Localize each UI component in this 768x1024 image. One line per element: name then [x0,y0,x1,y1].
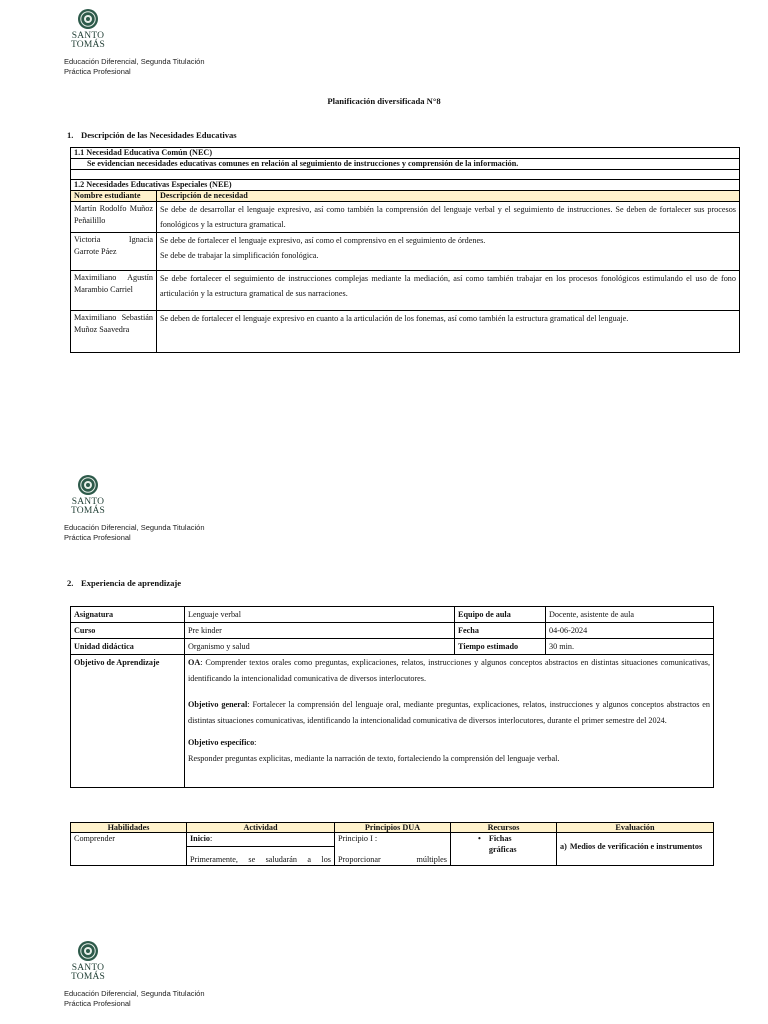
nee-heading-row: 1.2 Necesidades Educativas Especiales (NEE) [71,180,740,191]
objectives-cell [185,655,714,788]
unidad-row: Unidad didáctica Organismo y salud Tiempo estimado 30 min. [71,639,714,655]
learning-experience-table [70,606,714,788]
resources-cell: • Fichas gráficas [451,833,557,866]
section-1-heading: 1. Descripción de las Necesidades Educativas [67,130,237,140]
needs-table [70,147,740,353]
seal-icon [77,474,99,496]
activity-table-header: Habilidades Actividad Principios DUA Recursos Evaluación [71,823,714,833]
oa-paragraph: OA: Comprender textos orales como preguntas, explicaciones, relatos, instrucciones y algunos conceptos abstractos en distintas situaciones comunicativas, identificando la intencionalidad comunicativa de diversos interlocutores. [188,658,710,683]
logo-wordmark: SANTO TOMÁS [70,31,106,50]
asignatura-row: Asignatura Lenguaje verbal Equipo de aula Docente, asistente de aula [71,607,714,623]
section-2-heading: 2. Experiencia de aprendizaje [67,578,182,588]
logo-wordmark: SANTO TOMÁS [70,497,106,516]
course-name: Práctica Profesional [64,532,131,542]
institution-header [64,57,205,76]
nec-heading-row: 1.1 Necesidad Educativa Común (NEC) [71,148,740,159]
student-row: Martín Rodolfo Muñoz Peñailillo Se debe de desarrollar el lenguaje expresivo, así como también la comprensión del lenguaje verbal y el seguimiento de instrucciones. Se deben de fortalecer sus procesos fonológicos y la estructura gramatical. [71,202,740,233]
course-name: Práctica Profesional [64,66,131,76]
program-name: Educación Diferencial, Segunda Titulación [64,989,205,998]
evaluation-cell: a) Medios de verificación e instrumentos [557,833,714,866]
course-name: Práctica Profesional [64,998,131,1008]
specific-objective-text: Responder preguntas explicitas, mediante la narración de texto, fortaleciendo la comprensión del lenguaje verbal. [188,753,560,763]
curso-row: Curso Pre kinder Fecha 04-06-2024 [71,623,714,639]
santo-tomas-logo [64,474,112,516]
seal-icon [77,8,99,30]
activity-row-2: Primeramente, se saludarán a los Proporcionar múltiples [71,847,714,866]
institution-header [64,523,205,542]
needs-table-header: Nombre estudiante Descripción de necesidad [71,191,740,202]
activity-row: Comprender Inicio: Principio I : • Fichas gráficas a) Medios de verificación e instrumentos [71,833,714,847]
program-name: Educación Diferencial, Segunda Titulación [64,57,205,66]
santo-tomas-logo [64,8,112,50]
student-row: Maximiliano Sebastián Muñoz Saavedra Se deben de fortalecer el lenguaje expresivo en cuanto a la articulación de los fonemas, así como también la estructura gramatical del lenguaje. [71,311,740,353]
nec-text-row: Se evidencian necesidades educativas comunes en relación al seguimiento de instrucciones y comprensión de la información. [71,159,740,170]
inicio-label: Inicio: [187,833,335,847]
seal-icon [77,940,99,962]
program-name: Educación Diferencial, Segunda Titulación [64,523,205,532]
student-row: Victoria Ignacia Garrote Páez Se debe de fortalecer el lenguaje expresivo, así como el comprensivo en el seguimiento de órdenes. Se debe de trabajar la simplificación fonológica. [71,233,740,271]
document-title: Planificación diversificada N°8 [327,96,441,106]
general-objective-paragraph: Objetivo general: Fortalecer la comprensión del lenguaje oral, mediante preguntas, explicaciones, relatos, instrucciones y algunos conceptos abstractos en distintas situaciones comunicativas, identificando la intencionalidad comunicativa de diversos interlocutores, durante el primer semestre del 2024. [188,700,711,725]
santo-tomas-logo [64,940,112,982]
student-row: Maximiliano Agustín Marambio Carriel Se debe fortalecer el seguimiento de instrucciones complejas mediante la mediación, así como también trabajar en los procesos fonológicos estimulando el uso de fono articulación y la estructura gramatical de sus narraciones. [71,271,740,311]
logo-wordmark: SANTO TOMÁS [70,963,106,982]
institution-header [64,989,205,1008]
activity-table [70,822,714,866]
objetivo-row: Objetivo de Aprendizaje OA: Comprender textos orales como preguntas, explicaciones, relatos, instrucciones y algunos conceptos abstractos en distintas situaciones comunicativas, identificando la intencionalidad comunicativa de diversos interlocutores. Objetivo general: Fortalecer la comprensión del lenguaje oral, mediante preguntas, explicaciones, relatos, instrucciones y algunos conceptos abstractos en distintas situaciones comunicativas, identificando la intencionalidad comunicativa de diversos interlocutores, durante el primer semestre del 2024. Objetivo específico: Responder preguntas explicitas, mediante la narración de texto, fortaleciendo la comprensión del lenguaje verbal. [71,655,714,788]
specific-objective-label: Objetivo específico: [188,738,257,747]
